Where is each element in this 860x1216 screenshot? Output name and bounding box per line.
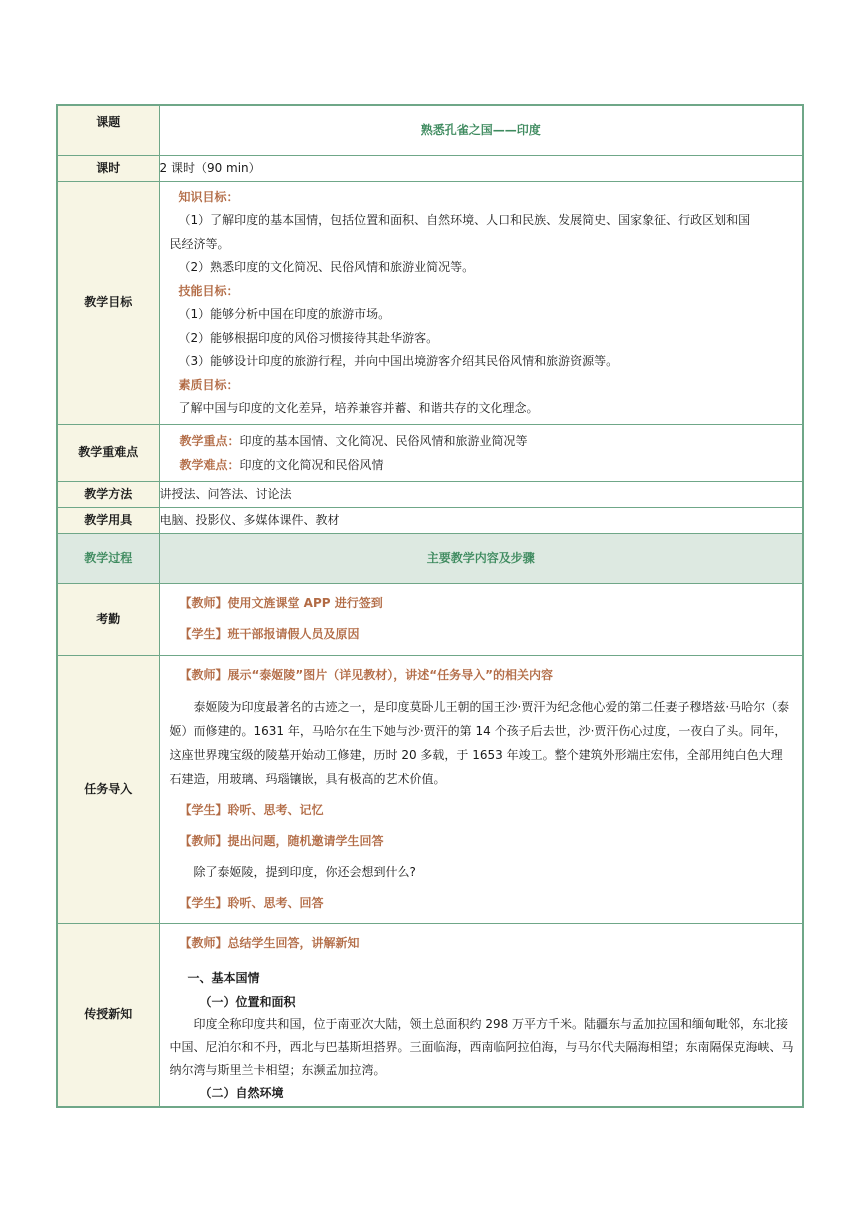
method-value: 讲授法、问答法、讨论法 bbox=[159, 481, 803, 507]
knowledge-item: （2）熟悉印度的文化简况、民俗风情和旅游业简况等。 bbox=[178, 260, 475, 274]
page-title: 熟悉孔雀之国——印度 bbox=[159, 105, 803, 155]
newknow-teacher: 【教师】总结学生回答，讲解新知 bbox=[179, 935, 360, 950]
subsection-heading: （二）自然环境 bbox=[199, 1085, 284, 1100]
row-topic bbox=[57, 105, 803, 155]
hours-value: 2 课时（90 min） bbox=[159, 155, 803, 181]
intro-question: 除了泰姬陵，提到印度，你还会想到什么? bbox=[193, 864, 416, 879]
goals-label: 教学目标 bbox=[57, 181, 159, 424]
quality-heading: 素质目标： bbox=[178, 377, 239, 392]
attendance-label: 考勤 bbox=[57, 583, 159, 655]
attendance-student: 【学生】班干部报请假人员及原因 bbox=[179, 627, 360, 641]
keypoints-content bbox=[159, 424, 803, 481]
tools-value: 电脑、投影仪、多媒体课件、教材 bbox=[159, 507, 803, 533]
attendance-content bbox=[159, 583, 803, 655]
row-process-header bbox=[57, 533, 803, 583]
key-point bbox=[180, 429, 795, 453]
newknow-content bbox=[159, 923, 803, 1107]
row-new-knowledge bbox=[57, 923, 803, 1107]
skill-heading: 技能目标： bbox=[178, 283, 239, 298]
skill-item: （2）能够根据印度的风俗习惯接待其赴华游客。 bbox=[178, 330, 439, 345]
intro-body: 泰姬陵为印度最著名的古迹之一，是印度莫卧儿王朝的国王沙·贾汗为纪念他心爱的第二任妻子穆塔兹·马哈尔（泰姬）而修建的。1631 年，马哈尔在生下她与沙·贾汗的第 14 个孩子后去世，沙·贾汗伤心过度，一夜白了头。同年，这座世界瑰宝级的陵墓开始动工修建，历时 20 多载，于 1653 年竣工。整个建筑外形端庄宏伟，全部用纯白色大理石建造，用玻璃、玛瑙镶嵌，具有极高的艺术价值。 bbox=[169, 699, 790, 786]
row-method bbox=[57, 481, 803, 507]
row-hours bbox=[57, 155, 803, 181]
quality-item: 了解中国与印度的文化差异，培养兼容并蓄、和谐共存的文化理念。 bbox=[178, 401, 539, 415]
knowledge-item: （1）了解印度的基本国情，包括位置和面积、自然环境、人口和民族、发展简史、国家象征、行政区划和国 bbox=[178, 213, 751, 227]
process-heading: 主要教学内容及步骤 bbox=[159, 533, 803, 583]
intro-label: 任务导入 bbox=[57, 655, 159, 923]
row-tools bbox=[57, 507, 803, 533]
process-label: 教学过程 bbox=[57, 533, 159, 583]
diff-heading: 教学难点： bbox=[179, 457, 240, 472]
difficult-point bbox=[180, 453, 795, 477]
subsection-heading: （一）位置和面积 bbox=[199, 994, 296, 1009]
row-intro bbox=[57, 655, 803, 923]
method-label: 教学方法 bbox=[57, 481, 159, 507]
attendance-teacher: 【教师】使用文旌课堂 APP 进行签到 bbox=[179, 596, 383, 610]
tools-label: 教学用具 bbox=[57, 507, 159, 533]
intro-teacher-1: 【教师】展示“泰姬陵”图片（详见教材），讲述“任务导入”的相关内容 bbox=[179, 667, 554, 682]
intro-content bbox=[159, 655, 803, 923]
knowledge-heading: 知识目标： bbox=[178, 189, 239, 204]
intro-student-2: 【学生】聆听、思考、回答 bbox=[179, 895, 324, 910]
row-attendance bbox=[57, 583, 803, 655]
knowledge-item: 民经济等。 bbox=[169, 236, 230, 251]
lesson-plan-table bbox=[56, 104, 804, 1108]
topic-label: 课题 bbox=[57, 105, 159, 155]
diff-text: 印度的文化简况和民俗风情 bbox=[239, 457, 384, 472]
keypoints-label: 教学重难点 bbox=[57, 424, 159, 481]
newknow-body: 印度全称印度共和国，位于南亚次大陆，领土总面积约 298 万平方千米。陆疆东与孟加拉国和缅甸毗邻，东北接中国、尼泊尔和不丹，西北与巴基斯坦搭界。三面临海，西南临阿拉伯海，与马尔代夫隔海相望；东南隔保克海峡、马纳尔湾与斯里兰卡相望；东濒孟加拉湾。 bbox=[169, 1016, 794, 1077]
skill-item: （3）能够设计印度的旅游行程，并向中国出境游客介绍其民俗风情和旅游资源等。 bbox=[178, 354, 619, 368]
row-keypoints bbox=[57, 424, 803, 481]
skill-item: （1）能够分析中国在印度的旅游市场。 bbox=[178, 307, 391, 321]
intro-student-1: 【学生】聆听、思考、记忆 bbox=[179, 802, 324, 817]
hours-label: 课时 bbox=[57, 155, 159, 181]
key-text: 印度的基本国情、文化简况、民俗风情和旅游业简况等 bbox=[239, 433, 528, 448]
row-goals bbox=[57, 181, 803, 424]
key-heading: 教学重点： bbox=[179, 433, 240, 448]
newknow-label: 传授新知 bbox=[57, 923, 159, 1107]
section-heading: 一、基本国情 bbox=[187, 970, 260, 985]
goals-content bbox=[159, 181, 803, 424]
intro-teacher-2: 【教师】提出问题，随机邀请学生回答 bbox=[179, 833, 384, 848]
